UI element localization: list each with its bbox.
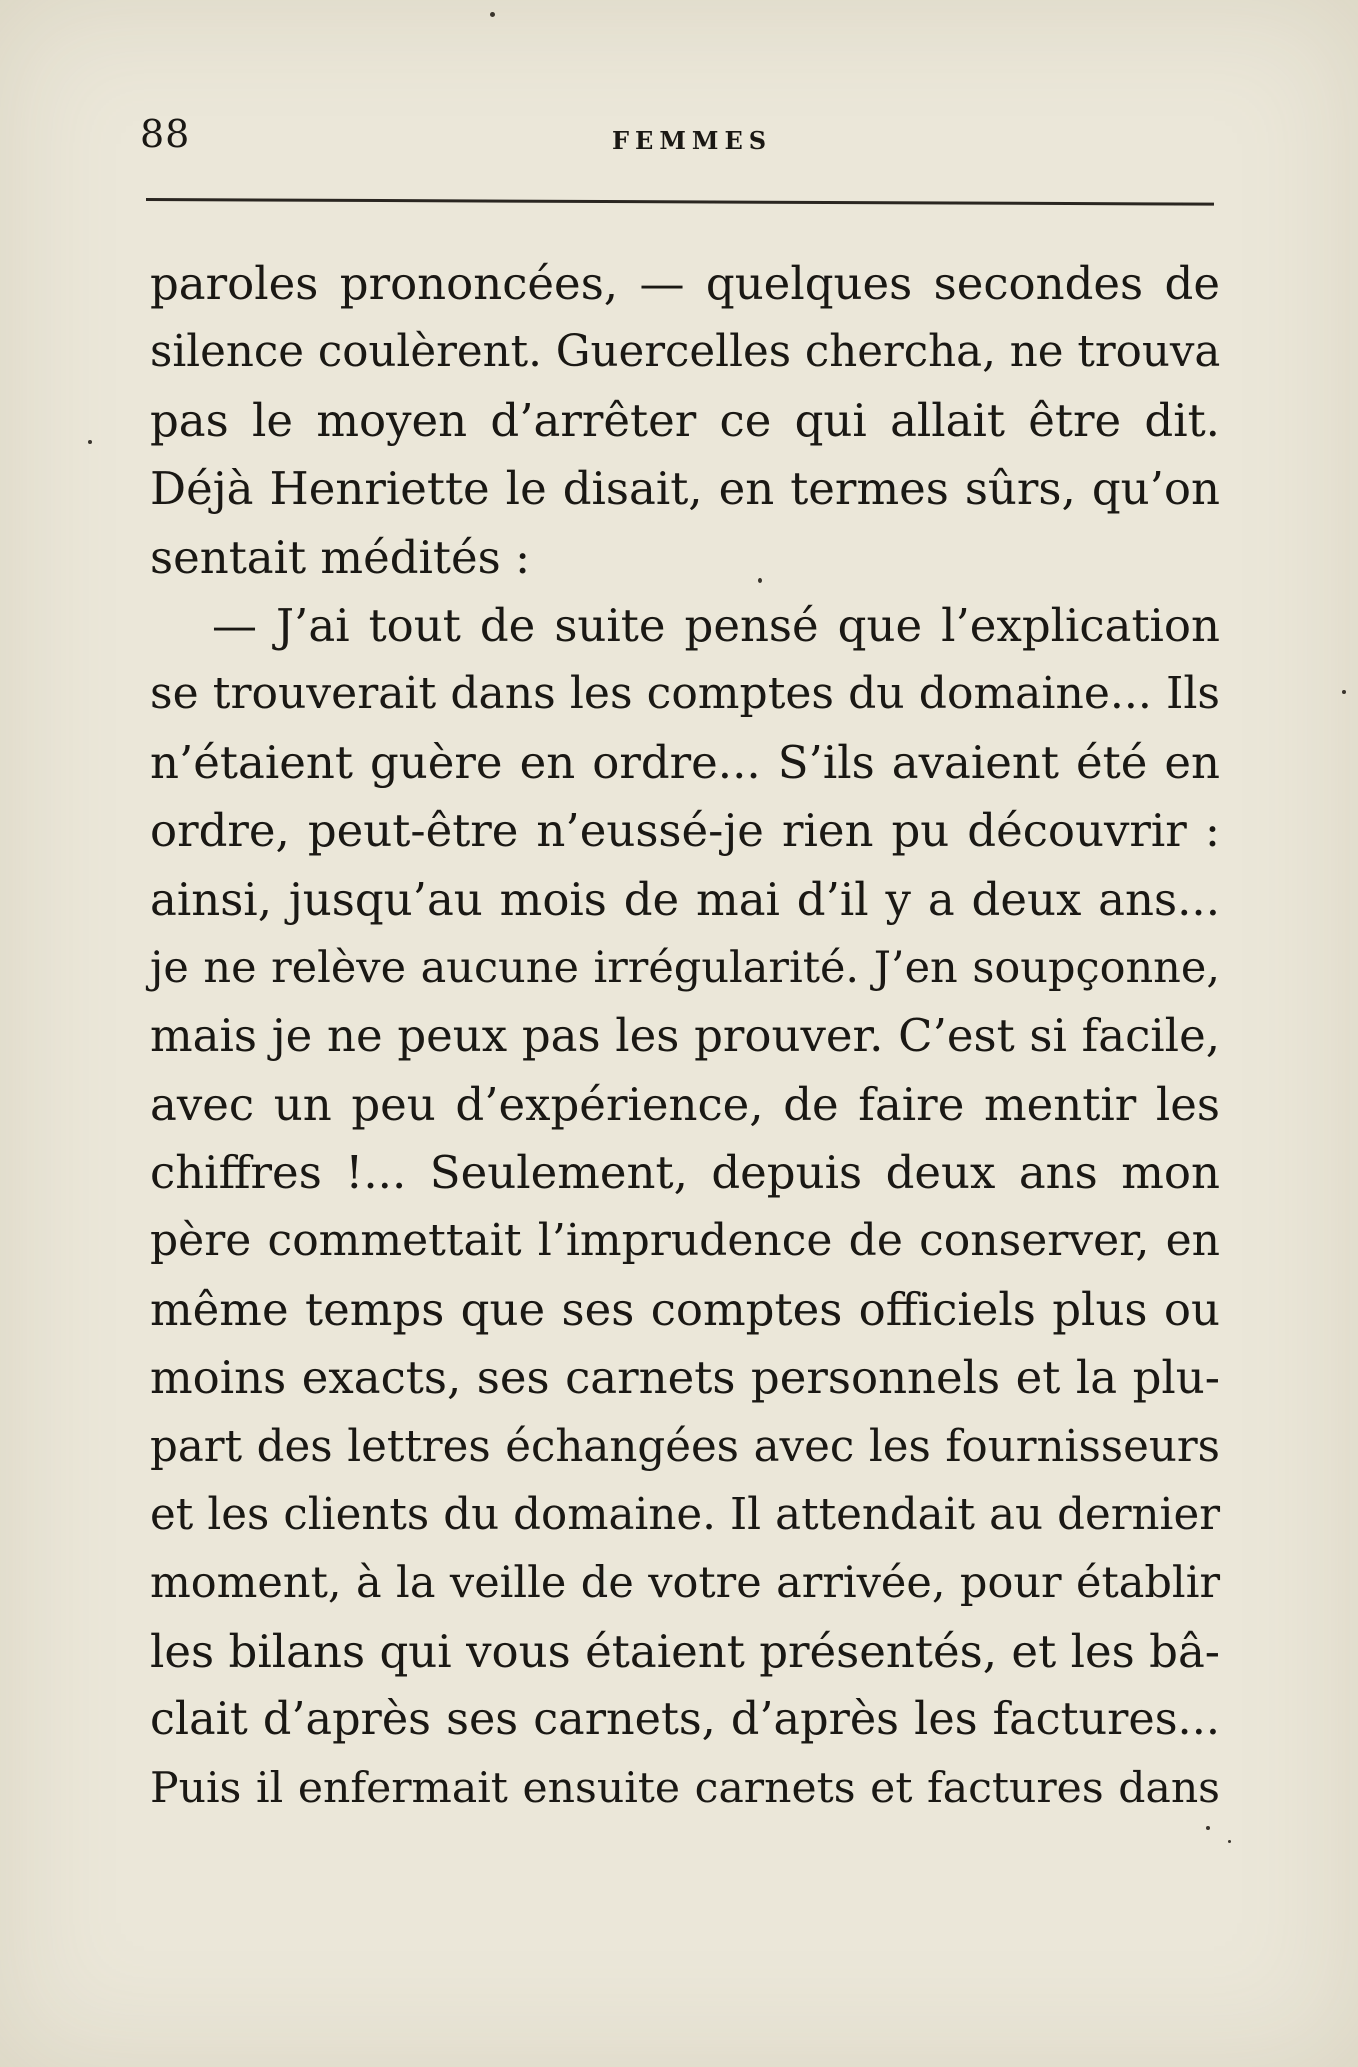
header-rule [146,198,1214,206]
body-text [150,250,1220,1823]
text-line: pas le moyen d’arrêter ce qui allait être dit. [150,393,1220,447]
text-line: paroles prononcées, — quelques secondes de [150,257,1220,310]
text-line: moment, à la veille de votre arrivée, pour établir [150,1558,1220,1609]
text-line: n’étaient guère en ordre... S’ils avaient été en [150,735,1220,789]
text-line: mais je ne peux pas les prouver. C’est si facile, [150,1009,1220,1063]
text-line: je ne relève aucune irrégularité. J’en soupçonne, [150,942,1220,993]
paper-speck [1342,690,1346,694]
text-line: père commettait l’imprudence de conserver, en [150,1215,1220,1267]
text-line: clait d’après ses carnets, d’après les factures... [150,1694,1220,1746]
text-line: — J’ai tout de suite pensé que l’explication [212,598,1220,652]
text-line: Déjà Henriette le disait, en termes sûrs, qu’on [150,462,1220,516]
paper-speck [1228,1840,1231,1843]
running-title: FEMMES [612,126,773,155]
text-line: chiffres !... Seulement, depuis deux ans mon [150,1146,1220,1200]
paper-speck [758,578,762,583]
text-line: moins exacts, ses carnets personnels et la plu- [150,1351,1220,1405]
text-line: les bilans qui vous étaient présentés, et les bâ- [150,1624,1220,1678]
text-line: sentait médités : [150,530,531,584]
text-line: silence coulèrent. Guercelles chercha, ne trouva [150,327,1221,378]
page-number: 88 [140,112,191,156]
text-line: avec un peu d’expérience, de faire mentir les [150,1077,1220,1131]
text-line: même temps que ses comptes officiels plus ou [150,1282,1220,1336]
text-line: et les clients du domaine. Il attendait au dernier [150,1490,1220,1541]
text-line: se trouverait dans les comptes du domaine... Ils [150,668,1220,720]
text-line: ordre, peut-être n’eussé-je rien pu découvrir : [150,804,1220,858]
text-line: part des lettres échangées avec les fournisseurs [150,1421,1220,1472]
paper-speck [1206,1826,1210,1830]
paper-speck [490,12,495,17]
paper-speck [88,440,92,444]
text-line: Puis il enfermait ensuite carnets et factures dans [150,1763,1220,1813]
text-line: ainsi, jusqu’au mois de mai d’il y a deux ans... [150,872,1220,926]
